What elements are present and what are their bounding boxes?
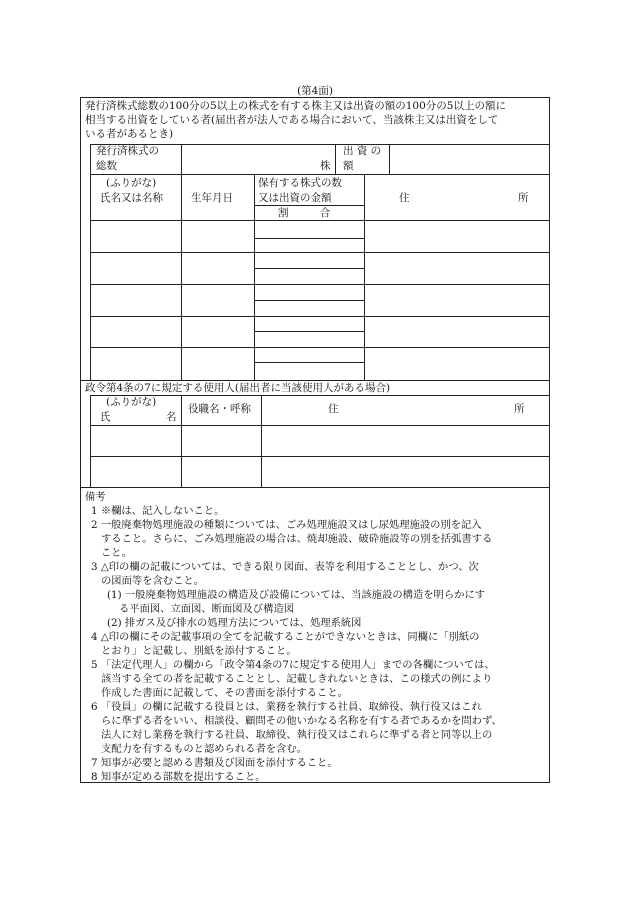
s2-col-name-1: 氏 [100, 411, 111, 423]
s2-col-address: 住 [328, 403, 339, 415]
note-line: すること。さらに、ごみ処理施設の場合は、焼却施設、破砕施設等の別を括弧書する [101, 533, 493, 545]
note-line: 該当する全ての者を記載することとし、記載しきれないときは、この様式の例により [101, 673, 493, 685]
note-line: 法人に対し業務を執行する社員、取締役、執行役又はこれらに準ずる者と同等以上の [101, 729, 493, 741]
note-line: の図面等を含むこと。 [101, 575, 204, 587]
note-line: 6 「役員」の欄に記載する役員とは、業務を執行する社員、取締役、執行役又はこれ [91, 701, 482, 713]
col-birth: 生年月日 [191, 192, 233, 204]
issued-shares-label: 発行済株式の [96, 145, 159, 157]
note-line: 支配力を有するものと認められる者を含む。 [101, 743, 307, 755]
shareholders-table [90, 144, 550, 380]
employees-table [90, 395, 550, 487]
col-ratio: 割 合 [278, 207, 345, 219]
note-line: こと。 [101, 547, 132, 559]
note-line: (1) 一般廃棄物処理施設の構造及び設備については、当該施設の構造を明らかにす [107, 589, 486, 601]
note-line: 8 知事が定める部数を提出すること。 [91, 771, 266, 783]
section1-heading-line-3: いる者があるとき) [85, 128, 174, 140]
col-address: 住 [399, 192, 410, 204]
note-line: 7 知事が必要と認める書類及び図面を添付すること。 [91, 757, 338, 769]
note-line: 作成した書面に記載して、その書面を添付すること。 [101, 687, 348, 699]
shares-unit: 株 [320, 160, 331, 172]
note-line: 4 △印の欄にその記載事項の全てを記載することができないときは、同欄に「別紙の [91, 631, 480, 643]
issued-shares-label-2: 総数 [96, 160, 117, 172]
investment-label: 出 資 の [343, 145, 382, 157]
note-line: 5 「法定代理人」の欄から「政令第4条の7に規定する使用人」までの各欄については、 [91, 659, 495, 671]
form-frame [80, 97, 550, 783]
notes-heading: 備考 [85, 491, 106, 503]
note-line: 1 ※欄は、記入しないこと。 [91, 505, 225, 517]
section1-heading-line-2: 相当する出資をしている者(届出者が法人である場合において、当該株主又は出資をして [85, 114, 499, 126]
note-line: 3 △印の欄の記載については、できる限り図面、表等を利用することとし、かつ、次 [91, 561, 479, 573]
col-holding: 保有する株式の数 [258, 177, 342, 189]
note-line: (2) 排ガス及び排水の処理方法については、処理系統図 [107, 617, 362, 629]
s2-col-name-furigana: (ふりがな) [106, 396, 157, 408]
s2-col-address-2: 所 [514, 403, 525, 415]
section2-heading: 政令第4条の7に規定する使用人(届出者に当該使用人がある場合) [85, 382, 391, 394]
s2-col-title: 役職名・呼称 [188, 403, 251, 415]
page-title: (第4面) [297, 85, 333, 97]
note-line: とおり」と記載し、別紙を添付すること。 [101, 645, 297, 657]
col-holding-2: 又は出資の金額 [258, 192, 332, 204]
col-address-2: 所 [518, 192, 529, 204]
note-line: らに準ずる者をいい、相談役、顧問その他いかなる名称を有する者であるかを問わず、 [101, 715, 502, 727]
col-name-furigana: (ふりがな) [106, 177, 157, 189]
note-line: る平面図、立面図、断面図及び構造図 [119, 603, 295, 615]
section1-heading-line-1: 発行済株式総数の100分の5以上の株式を有する株主又は出資の額の100分の5以上の額に [85, 100, 506, 112]
note-line: 2 一般廃棄物処理施設の種類については、ごみ処理施設又はし尿処理施設の別を記入 [91, 519, 482, 531]
s2-col-name-2: 名 [166, 411, 177, 423]
investment-label-2: 額 [343, 160, 354, 172]
col-name: 氏名又は名称 [100, 192, 163, 204]
